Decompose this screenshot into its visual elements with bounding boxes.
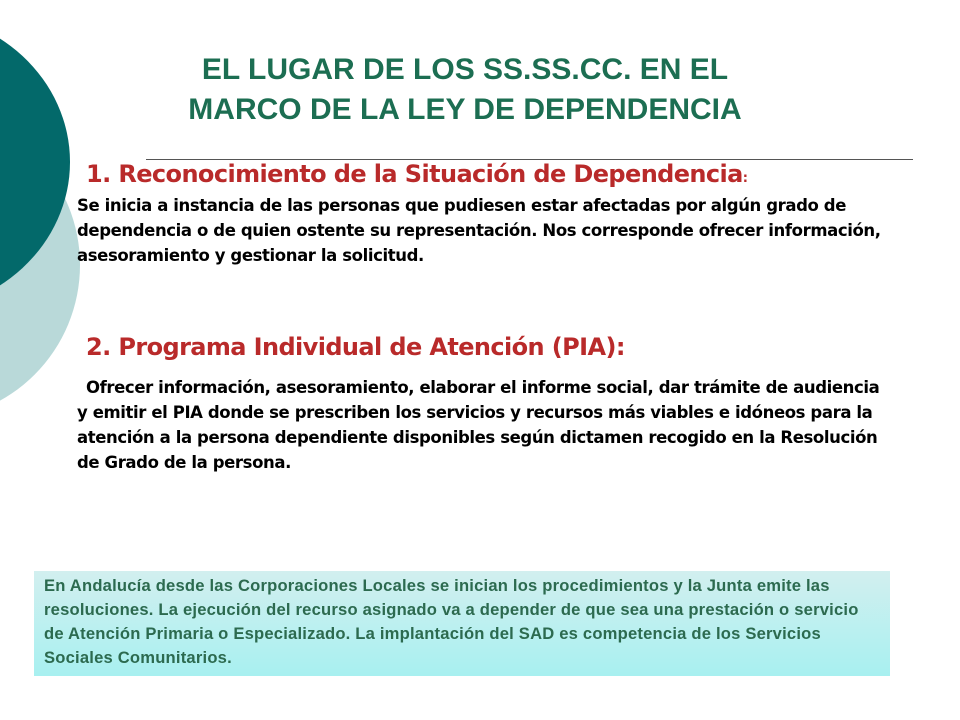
slide-title [80, 50, 850, 130]
section-1-body: Se inicia a instancia de las personas que pudiesen estar afectadas por algún grado de dependencia o de quien ostente su representación. Nos corresponde ofrecer información, asesoramiento y gestionar la solicitud. [77, 196, 881, 265]
section-2-heading: 2. Programa Individual de Atención (PIA): [86, 333, 625, 361]
section-2-body: Ofrecer información, asesoramiento, elaborar el informe social, dar trámite de audiencia y emitir el PIA donde se prescriben los servicios y recursos más viables e idóneos para la atención a la persona dependiente disponibles según dictamen recogido en la Resolución de Grado de la persona. [77, 378, 880, 472]
slide-title-line-1: EL LUGAR DE LOS SS.SS.CC. EN EL [201, 53, 729, 86]
section-1-heading-colon: : [742, 171, 748, 186]
note-box [34, 571, 890, 676]
note-text: En Andalucía desde las Corporaciones Locales se inician los procedimientos y la Junta emite las resoluciones. La ejecución del recurso asignado va a depender de que sea una prestación o servicio de Atención Primaria o Especializado. La implantación del SAD es competencia de los Servicios Sociales Comunitarios. [44, 576, 859, 667]
slide-title-line-2: MARCO DE LA LEY DE DEPENDENCIA [188, 93, 742, 126]
section-1-heading [86, 159, 747, 194]
section-1-heading-text: 1. Reconocimiento de la Situación de Dependencia [86, 160, 743, 188]
